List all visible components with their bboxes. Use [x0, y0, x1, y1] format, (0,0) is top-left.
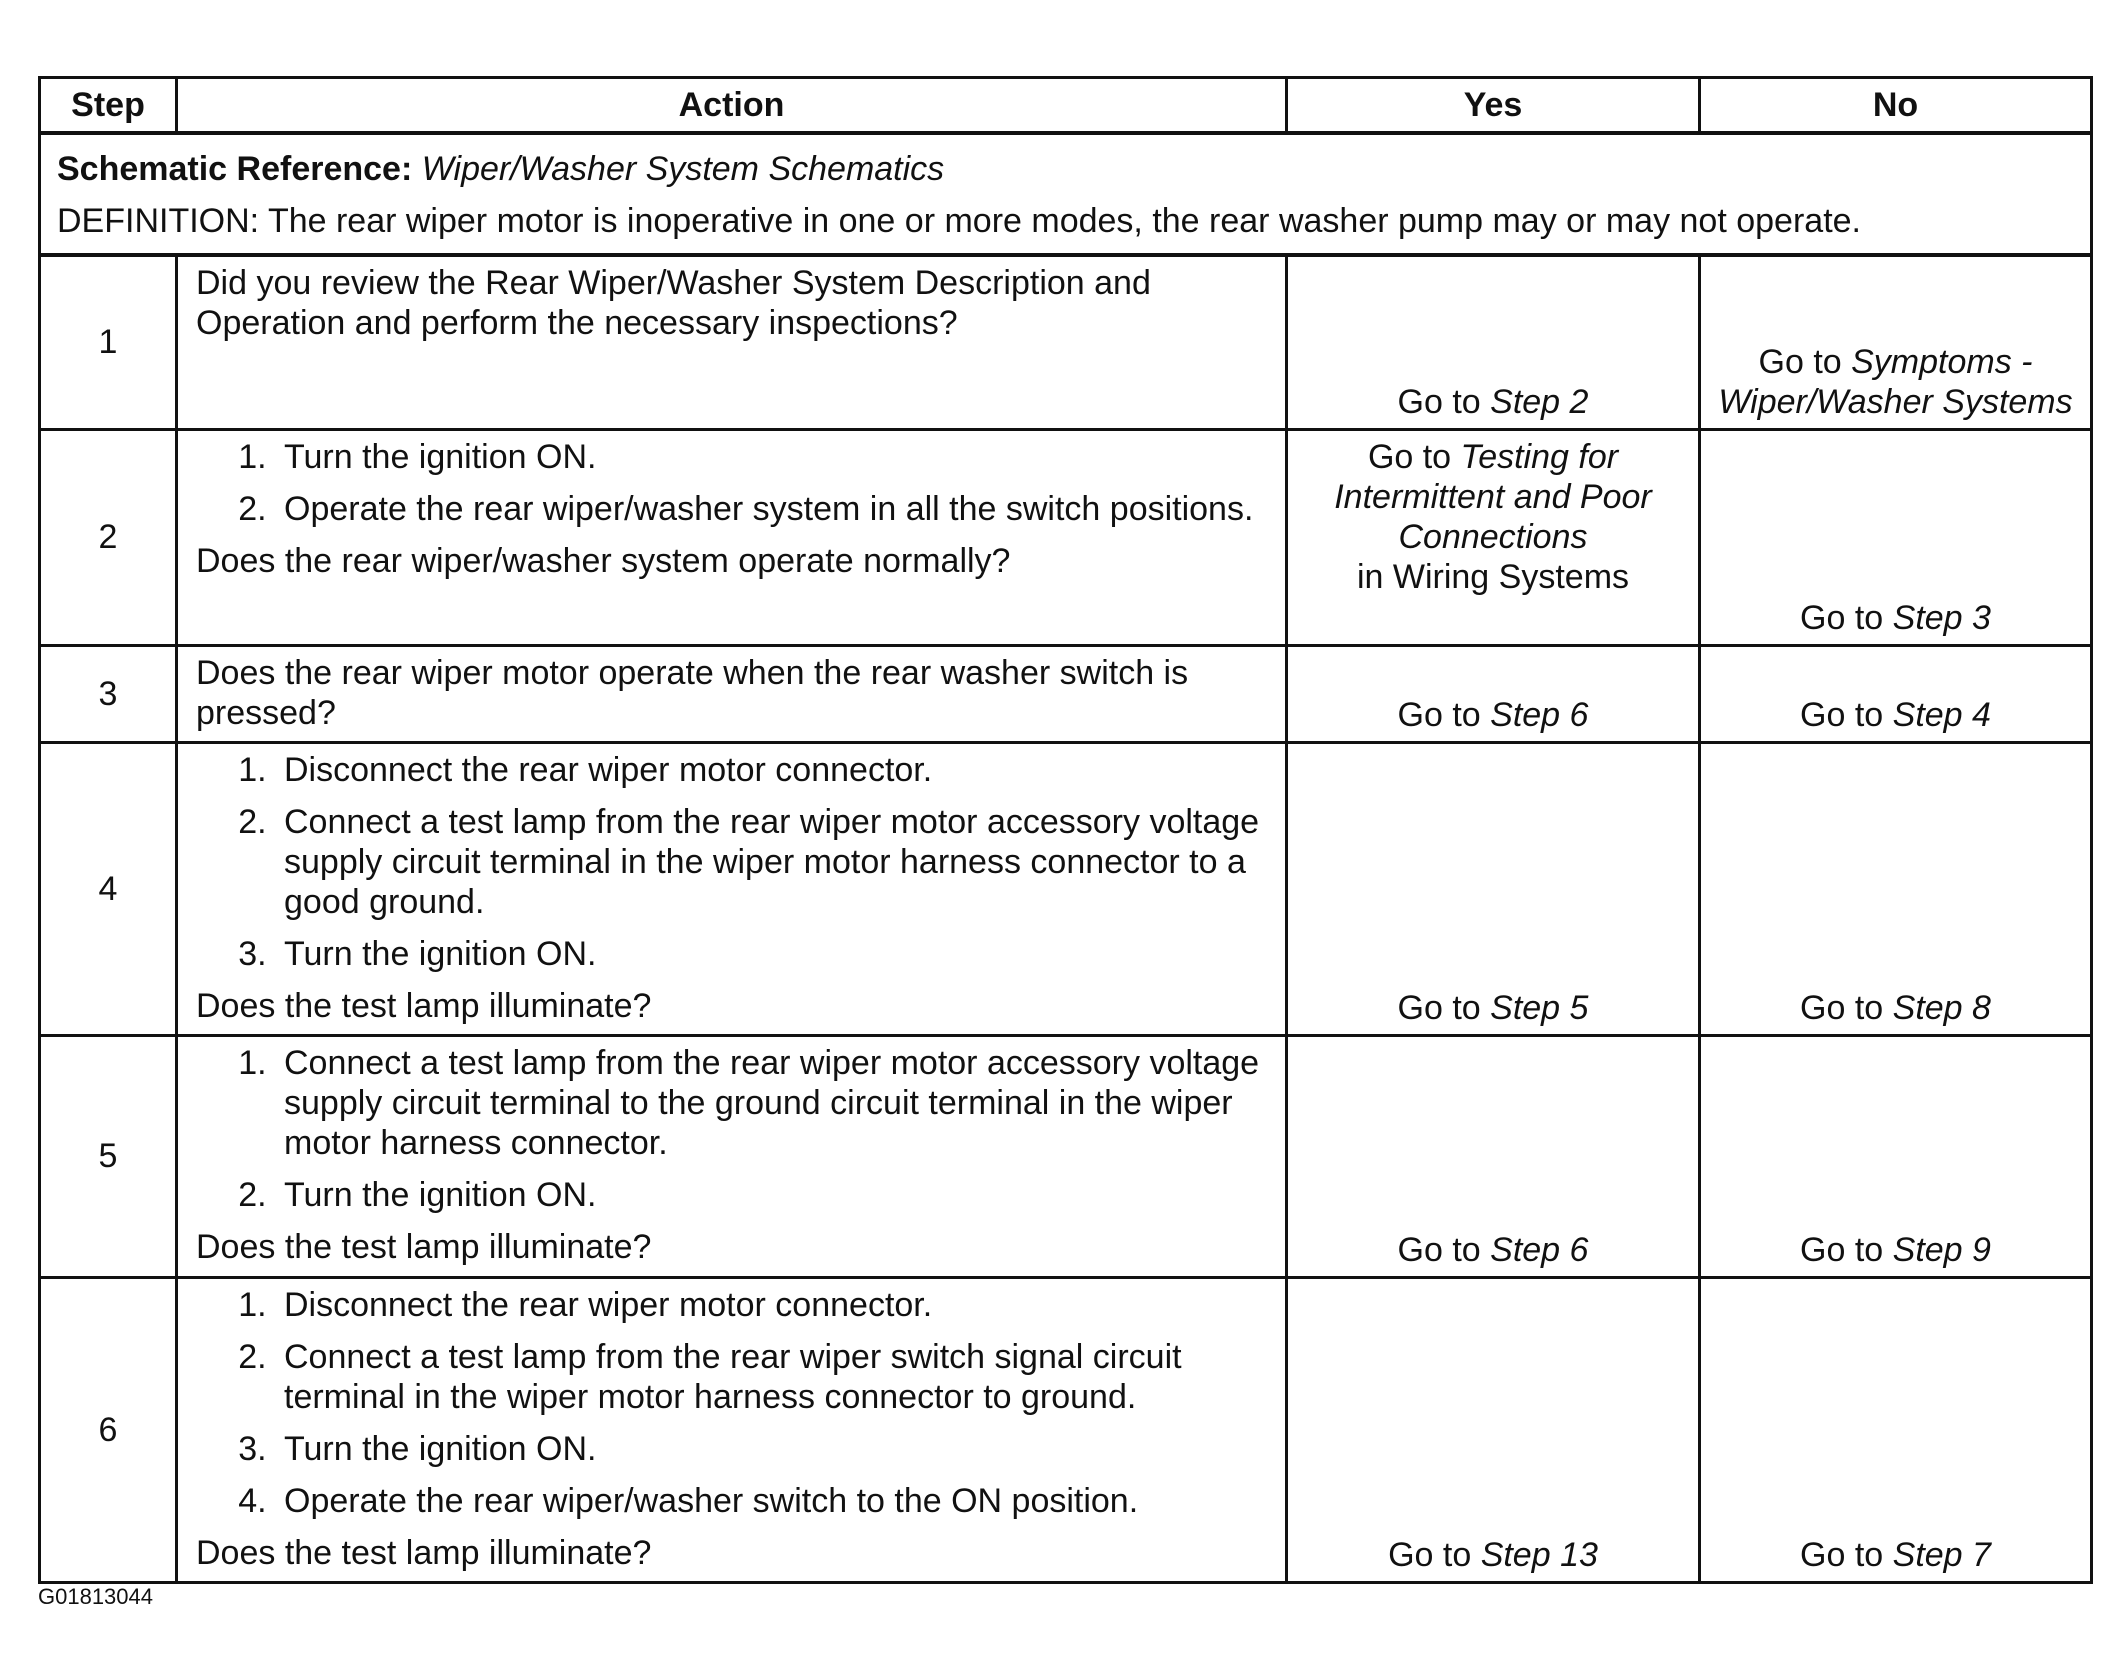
schematic-reference-link[interactable]: Wiper/Washer System Schematics — [421, 150, 945, 188]
step-row — [40, 1277, 2092, 1582]
action-item: 4. Operate the rear wiper/washer switch to the ON position. — [276, 1481, 1271, 1521]
yes-cell — [1287, 742, 1700, 1035]
yes-link[interactable]: Step 13 — [1480, 1535, 1598, 1574]
header-yes: Yes — [1287, 78, 1700, 134]
yes-cell — [1287, 429, 1700, 645]
step-row — [40, 645, 2092, 742]
diagnostic-table — [38, 76, 2093, 1584]
no-link[interactable]: Step 8 — [1892, 988, 1991, 1027]
no-link[interactable]: Step 9 — [1892, 1230, 1991, 1269]
no-cell — [1700, 429, 2092, 645]
no-cell — [1700, 255, 2092, 429]
action-list — [196, 1043, 1271, 1215]
action-question: Did you review the Rear Wiper/Washer System Description and Operation and perform the necessary inspections? — [196, 264, 1151, 342]
yes-link[interactable]: Step 6 — [1490, 695, 1589, 734]
step-number: 5 — [40, 1035, 177, 1277]
step-row — [40, 742, 2092, 1035]
step-number: 6 — [40, 1277, 177, 1582]
action-item: 1. Disconnect the rear wiper motor connector. — [276, 750, 1271, 790]
action-item: 3. Turn the ignition ON. — [276, 934, 1271, 974]
header-no: No — [1700, 78, 2092, 134]
reference-row — [40, 133, 2092, 255]
reference-cell — [40, 133, 2092, 255]
no-cell — [1700, 742, 2092, 1035]
no-cell — [1700, 1277, 2092, 1582]
yes-link[interactable]: Step 2 — [1490, 382, 1589, 421]
no-prefix: Go to — [1800, 1535, 1893, 1574]
action-list — [196, 437, 1271, 529]
step-row — [40, 1035, 2092, 1277]
header-step: Step — [40, 78, 177, 134]
action-cell — [177, 645, 1287, 742]
action-item: 3. Turn the ignition ON. — [276, 1429, 1271, 1469]
yes-cell — [1287, 1277, 1700, 1582]
yes-link[interactable]: Step 6 — [1490, 1230, 1589, 1269]
no-cell — [1700, 645, 2092, 742]
definition-text: DEFINITION: The rear wiper motor is inoperative in one or more modes, the rear washer pump may or may not operate. — [57, 202, 1861, 240]
yes-prefix: Go to — [1397, 988, 1491, 1027]
action-item: 2. Connect a test lamp from the rear wiper motor accessory voltage supply circuit terminal in the wiper motor harness connector to a good ground. — [276, 802, 1271, 922]
action-question: Does the rear wiper/washer system operate normally? — [196, 541, 1011, 580]
action-cell — [177, 742, 1287, 1035]
yes-cell — [1287, 255, 1700, 429]
no-prefix: Go to — [1800, 988, 1893, 1027]
no-link[interactable]: Step 4 — [1892, 695, 1991, 734]
yes-prefix: Go to — [1397, 695, 1491, 734]
action-question: Does the test lamp illuminate? — [196, 1533, 652, 1572]
action-cell — [177, 429, 1287, 645]
yes-prefix: Go to — [1367, 437, 1461, 476]
action-cell — [177, 1277, 1287, 1582]
no-link[interactable]: Symptoms - Wiper/Washer Systems — [1718, 342, 2073, 421]
step-number: 1 — [40, 255, 177, 429]
no-prefix: Go to — [1758, 342, 1852, 381]
header-action: Action — [177, 78, 1287, 134]
action-list — [196, 1285, 1271, 1521]
action-cell — [177, 255, 1287, 429]
header-row — [40, 78, 2092, 134]
step-number: 4 — [40, 742, 177, 1035]
action-question: Does the test lamp illuminate? — [196, 986, 652, 1025]
step-row — [40, 255, 2092, 429]
no-prefix: Go to — [1800, 1230, 1893, 1269]
no-cell — [1700, 1035, 2092, 1277]
action-item: 1. Turn the ignition ON. — [276, 437, 1271, 477]
action-item: 2. Connect a test lamp from the rear wiper switch signal circuit terminal in the wiper motor harness connector to ground. — [276, 1337, 1271, 1417]
yes-link[interactable]: Testing for Intermittent and Poor Connections — [1334, 437, 1652, 556]
yes-cell — [1287, 1035, 1700, 1277]
action-item: 2. Turn the ignition ON. — [276, 1175, 1271, 1215]
no-link[interactable]: Step 3 — [1892, 598, 1991, 637]
yes-suffix: in Wiring Systems — [1356, 557, 1630, 596]
action-question: Does the rear wiper motor operate when the rear washer switch is pressed? — [196, 653, 1189, 732]
action-cell — [177, 1035, 1287, 1277]
step-row — [40, 429, 2092, 645]
yes-prefix: Go to — [1388, 1535, 1481, 1574]
no-link[interactable]: Step 7 — [1892, 1535, 1991, 1574]
no-prefix: Go to — [1800, 598, 1893, 637]
schematic-reference-label: Schematic Reference: — [57, 150, 413, 188]
yes-prefix: Go to — [1397, 1230, 1491, 1269]
figure-id: G01813044 — [38, 1584, 153, 1609]
yes-prefix: Go to — [1397, 382, 1491, 421]
step-number: 3 — [40, 645, 177, 742]
action-item: 1. Disconnect the rear wiper motor connector. — [276, 1285, 1271, 1325]
yes-link[interactable]: Step 5 — [1490, 988, 1589, 1027]
action-question: Does the test lamp illuminate? — [196, 1227, 652, 1266]
action-item: 1. Connect a test lamp from the rear wiper motor accessory voltage supply circuit terminal to the ground circuit terminal in the wiper motor harness connector. — [276, 1043, 1271, 1163]
action-list — [196, 750, 1271, 974]
schematic-reference — [57, 143, 2074, 195]
yes-cell — [1287, 645, 1700, 742]
action-item: 2. Operate the rear wiper/washer system in all the switch positions. — [276, 489, 1271, 529]
no-prefix: Go to — [1800, 695, 1893, 734]
step-number: 2 — [40, 429, 177, 645]
